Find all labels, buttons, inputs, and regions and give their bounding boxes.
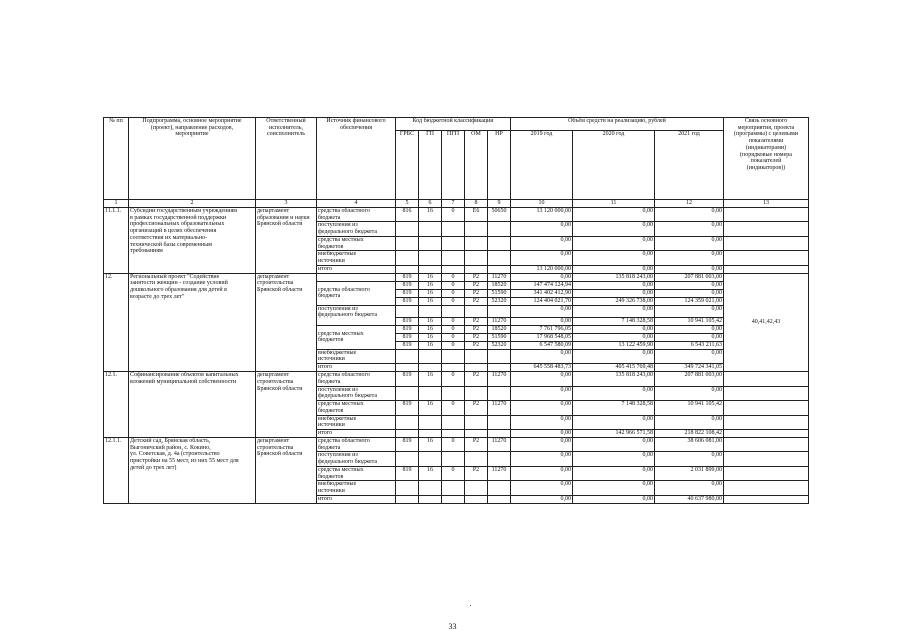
indicator-link-cell <box>724 236 809 250</box>
responsible-cell: департамент строительства Брянской области <box>256 437 317 503</box>
funding-source-cell: внебюджетные источники <box>317 251 396 265</box>
code-gp-cell: 16 <box>419 289 442 297</box>
amount-2021-cell: 10 941 105,42 <box>655 317 724 325</box>
amount-2019-cell: 0,00 <box>511 437 573 451</box>
code-om-cell <box>465 236 488 250</box>
code-grbs-cell: 819 <box>396 273 419 281</box>
amount-2021-cell: 349 724 341,05 <box>655 364 724 372</box>
amount-2021-cell: 10 941 105,42 <box>655 401 724 415</box>
code-nr-cell <box>488 349 511 363</box>
amount-2020-cell: 0,00 <box>573 349 655 363</box>
amount-2019-cell: 6 547 580,09 <box>511 341 573 349</box>
funding-source-cell: средства местных бюджетов <box>317 325 396 349</box>
amount-2019-cell: 0,00 <box>511 386 573 400</box>
code-om-cell: Р2 <box>465 297 488 305</box>
code-pgp-cell <box>442 251 465 265</box>
column-number: 5 <box>396 200 419 208</box>
funding-source-cell: итого <box>317 429 396 437</box>
code-gp-cell <box>419 415 442 429</box>
code-gp-cell <box>419 305 442 317</box>
code-pgp-cell: 0 <box>442 466 465 480</box>
code-om-cell: Р2 <box>465 466 488 480</box>
amount-2019-cell: 17 968 548,05 <box>511 333 573 341</box>
amount-2020-cell: 0,00 <box>573 265 655 273</box>
code-om-cell <box>465 265 488 273</box>
column-number: 1 <box>104 200 129 208</box>
amount-2021-cell: 0,00 <box>655 325 724 333</box>
indicator-link-cell <box>724 481 809 495</box>
amount-2021-cell: 0,00 <box>655 222 724 236</box>
code-grbs-cell: 819 <box>396 325 419 333</box>
column-number: 10 <box>511 200 573 208</box>
code-om-cell: Р2 <box>465 437 488 451</box>
funding-source-cell: поступления из федерального бюджета <box>317 305 396 325</box>
code-gp-cell <box>419 265 442 273</box>
funding-source-cell: средства областного бюджета <box>317 208 396 222</box>
code-nr-cell: 52320 <box>488 297 511 305</box>
code-grbs-cell: 819 <box>396 466 419 480</box>
amount-2021-cell: 0,00 <box>655 452 724 466</box>
amount-2019-cell: 341 402 412,90 <box>511 289 573 297</box>
header-link: Связь основного мероприятия, проекта (программы) с целевыми показателями (индикаторами) (порядковые номера показателей (индикаторов)) <box>724 118 809 200</box>
funding-source-cell: итого <box>317 364 396 372</box>
row-number-cell: 12.1. <box>104 372 129 438</box>
code-om-cell: Р2 <box>465 341 488 349</box>
code-pgp-cell <box>442 429 465 437</box>
code-grbs-cell <box>396 481 419 495</box>
code-grbs-cell <box>396 452 419 466</box>
amount-2019-cell: 0,00 <box>511 273 573 281</box>
amount-2019-cell: 124 404 021,70 <box>511 297 573 305</box>
code-om-cell <box>465 415 488 429</box>
funding-source-cell <box>317 273 396 281</box>
code-om-cell <box>465 222 488 236</box>
code-pgp-cell <box>442 495 465 503</box>
code-pgp-cell <box>442 452 465 466</box>
code-pgp-cell: 0 <box>442 289 465 297</box>
header-code-group: Код бюджетной классификации <box>396 118 511 131</box>
indicator-link-cell <box>724 208 809 222</box>
table-header <box>104 118 809 208</box>
code-om-cell <box>465 429 488 437</box>
code-pgp-cell: 0 <box>442 401 465 415</box>
indicator-link-cell <box>724 437 809 451</box>
funding-source-cell: итого <box>317 495 396 503</box>
amount-2021-cell: 38 606 081,00 <box>655 437 724 451</box>
code-pgp-cell <box>442 305 465 317</box>
indicator-link-cell <box>724 372 809 386</box>
code-nr-cell <box>488 386 511 400</box>
code-nr-cell: 11270 <box>488 317 511 325</box>
code-gp-cell: 16 <box>419 333 442 341</box>
amount-2021-cell: 0,00 <box>655 386 724 400</box>
indicator-link-cell: 40,41,42,43 <box>724 273 809 371</box>
code-grbs-cell <box>396 495 419 503</box>
code-gp-cell <box>419 251 442 265</box>
code-gp-cell <box>419 236 442 250</box>
program-name-cell: Софинансирование объектов капитальных вложений муниципальной собственности <box>129 372 256 438</box>
column-number: 4 <box>317 200 396 208</box>
indicator-link-cell <box>724 265 809 273</box>
funding-source-cell: средства областного бюджета <box>317 281 396 305</box>
code-nr-cell <box>488 222 511 236</box>
amount-2020-cell: 0,00 <box>573 251 655 265</box>
code-pgp-cell <box>442 415 465 429</box>
funding-source-cell: средства областного бюджета <box>317 437 396 451</box>
table-row <box>104 273 809 281</box>
code-nr-cell: 51590 <box>488 333 511 341</box>
amount-2020-cell: 0,00 <box>573 481 655 495</box>
amount-2020-cell: 0,00 <box>573 305 655 317</box>
amount-2020-cell: 135 818 243,00 <box>573 273 655 281</box>
amount-2020-cell: 7 148 328,58 <box>573 401 655 415</box>
amount-2020-cell: 405 415 769,48 <box>573 364 655 372</box>
code-nr-cell: 18520 <box>488 281 511 289</box>
code-gp-cell <box>419 481 442 495</box>
amount-2019-cell: 645 558 483,73 <box>511 364 573 372</box>
code-gp-cell <box>419 222 442 236</box>
code-nr-cell <box>488 452 511 466</box>
amount-2019-cell: 0,00 <box>511 481 573 495</box>
code-grbs-cell: 819 <box>396 437 419 451</box>
amount-2021-cell: 0,00 <box>655 208 724 222</box>
amount-2019-cell: 13 120 000,00 <box>511 208 573 222</box>
code-pgp-cell: 0 <box>442 333 465 341</box>
column-number: 8 <box>465 200 488 208</box>
amount-2019-cell: 0,00 <box>511 401 573 415</box>
code-gp-cell: 16 <box>419 317 442 325</box>
funding-source-cell: средства местных бюджетов <box>317 236 396 250</box>
code-grbs-cell <box>396 222 419 236</box>
amount-2019-cell: 0,00 <box>511 452 573 466</box>
code-om-cell <box>465 495 488 503</box>
amount-2021-cell: 40 637 980,00 <box>655 495 724 503</box>
amount-2019-cell: 0,00 <box>511 349 573 363</box>
amount-2019-cell: 0,00 <box>511 251 573 265</box>
code-gp-cell: 16 <box>419 401 442 415</box>
code-grbs-cell <box>396 415 419 429</box>
code-gp-cell <box>419 364 442 372</box>
amount-2019-cell: 0,00 <box>511 372 573 386</box>
code-grbs-cell: 819 <box>396 297 419 305</box>
amount-2021-cell: 0,00 <box>655 236 724 250</box>
code-om-cell: Р2 <box>465 372 488 386</box>
code-om-cell <box>465 364 488 372</box>
code-pgp-cell <box>442 481 465 495</box>
header-code: НР <box>488 131 511 200</box>
code-nr-cell <box>488 495 511 503</box>
amount-2019-cell: 0,00 <box>511 466 573 480</box>
code-om-cell: Р2 <box>465 333 488 341</box>
amount-2021-cell: 0,00 <box>655 481 724 495</box>
code-om-cell: Р2 <box>465 289 488 297</box>
code-pgp-cell: 0 <box>442 372 465 386</box>
table-row <box>104 437 809 451</box>
code-grbs-cell <box>396 236 419 250</box>
indicator-link-cell <box>724 429 809 437</box>
amount-2020-cell: 0,00 <box>573 325 655 333</box>
column-number: 6 <box>419 200 442 208</box>
code-nr-cell <box>488 305 511 317</box>
header-program: Подпрограмма, основное мероприятие (проект), направление расходов, мероприятие <box>129 118 256 200</box>
code-gp-cell: 16 <box>419 208 442 222</box>
code-gp-cell <box>419 349 442 363</box>
responsible-cell: департамент образования и науки Брянской области <box>256 208 317 274</box>
amount-2019-cell: 0,00 <box>511 236 573 250</box>
funding-source-cell: поступления из федерального бюджета <box>317 222 396 236</box>
amount-2019-cell: 0,00 <box>511 415 573 429</box>
code-nr-cell: 52320 <box>488 341 511 349</box>
code-nr-cell <box>488 265 511 273</box>
code-grbs-cell <box>396 305 419 317</box>
header-volume-group: Объём средств на реализацию, рублей <box>511 118 724 131</box>
code-grbs-cell: 816 <box>396 208 419 222</box>
amount-2019-cell: 0,00 <box>511 429 573 437</box>
code-om-cell: Р2 <box>465 281 488 289</box>
amount-2020-cell: 135 818 243,00 <box>573 372 655 386</box>
code-pgp-cell: 0 <box>442 297 465 305</box>
code-nr-cell <box>488 236 511 250</box>
code-gp-cell <box>419 429 442 437</box>
code-nr-cell: 11270 <box>488 466 511 480</box>
header-year: 2019 год <box>511 131 573 200</box>
code-nr-cell: 51590 <box>488 289 511 297</box>
code-pgp-cell <box>442 386 465 400</box>
code-pgp-cell <box>442 364 465 372</box>
amount-2020-cell: 0,00 <box>573 208 655 222</box>
code-grbs-cell <box>396 386 419 400</box>
row-number-cell: 12. <box>104 273 129 371</box>
funding-source-cell: внебюджетные источники <box>317 349 396 363</box>
code-gp-cell: 16 <box>419 372 442 386</box>
amount-2020-cell: 0,00 <box>573 466 655 480</box>
code-nr-cell: 18520 <box>488 325 511 333</box>
amount-2019-cell: 0,00 <box>511 317 573 325</box>
header-code: ПГП <box>442 131 465 200</box>
column-number: 2 <box>129 200 256 208</box>
code-gp-cell <box>419 495 442 503</box>
code-nr-cell: 11270 <box>488 437 511 451</box>
amount-2020-cell: 249 326 738,00 <box>573 297 655 305</box>
column-number: 13 <box>724 200 809 208</box>
amount-2019-cell: 0,00 <box>511 495 573 503</box>
amount-2020-cell: 0,00 <box>573 281 655 289</box>
amount-2020-cell: 0,00 <box>573 333 655 341</box>
code-pgp-cell <box>442 222 465 236</box>
code-om-cell: Р2 <box>465 401 488 415</box>
code-gp-cell: 16 <box>419 325 442 333</box>
column-number: 9 <box>488 200 511 208</box>
code-grbs-cell <box>396 364 419 372</box>
funding-source-cell: поступления из федерального бюджета <box>317 452 396 466</box>
table-body <box>104 208 809 504</box>
table-row <box>104 208 809 222</box>
responsible-cell: департамент строительства Брянской области <box>256 372 317 438</box>
code-nr-cell <box>488 364 511 372</box>
code-pgp-cell: 0 <box>442 273 465 281</box>
header-code: ГРБС <box>396 131 419 200</box>
amount-2019-cell: 0,00 <box>511 305 573 317</box>
amount-2020-cell: 0,00 <box>573 437 655 451</box>
amount-2021-cell: 0,00 <box>655 415 724 429</box>
code-pgp-cell: 0 <box>442 281 465 289</box>
header-code: ГП <box>419 131 442 200</box>
code-pgp-cell: 0 <box>442 208 465 222</box>
indicator-link-cell <box>724 415 809 429</box>
code-nr-cell <box>488 481 511 495</box>
indicator-link-cell <box>724 495 809 503</box>
amount-2019-cell: 13 120 000,00 <box>511 265 573 273</box>
row-number-cell: 11.1.1. <box>104 208 129 274</box>
amount-2020-cell: 0,00 <box>573 386 655 400</box>
amount-2020-cell: 142 966 571,58 <box>573 429 655 437</box>
code-om-cell: Р2 <box>465 325 488 333</box>
code-nr-cell: 11270 <box>488 273 511 281</box>
amount-2020-cell: 0,00 <box>573 452 655 466</box>
program-name-cell: Детский сад, Брянская область, Выгоничский район, с. Кокино, ул. Советская, д. 4а (строительство пристройки на 55 мест, из них 55 мест для детей до трех лет) <box>129 437 256 503</box>
code-gp-cell <box>419 386 442 400</box>
amount-2020-cell: 0,00 <box>573 495 655 503</box>
code-grbs-cell: 819 <box>396 281 419 289</box>
code-grbs-cell: 819 <box>396 333 419 341</box>
column-number: 12 <box>655 200 724 208</box>
code-om-cell <box>465 349 488 363</box>
indicator-link-cell <box>724 386 809 400</box>
code-nr-cell <box>488 429 511 437</box>
amount-2021-cell: 218 822 108,42 <box>655 429 724 437</box>
code-nr-cell: 50650 <box>488 208 511 222</box>
code-gp-cell: 16 <box>419 437 442 451</box>
code-pgp-cell <box>442 236 465 250</box>
header-year: 2020 год <box>573 131 655 200</box>
code-pgp-cell <box>442 349 465 363</box>
code-om-cell: Е6 <box>465 208 488 222</box>
code-om-cell <box>465 251 488 265</box>
program-name-cell: Субсидии государственным учреждениям в рамках государственной поддержки профессиональных образовательных организаций в целях обеспечения соответствия их материально- технической базы современным требованиям <box>129 208 256 274</box>
code-grbs-cell <box>396 251 419 265</box>
funding-source-cell: поступления из федерального бюджета <box>317 386 396 400</box>
scan-speck <box>470 605 471 606</box>
amount-2020-cell: 0,00 <box>573 236 655 250</box>
column-number: 7 <box>442 200 465 208</box>
page-number: 33 <box>448 622 457 631</box>
amount-2020-cell: 13 122 459,90 <box>573 341 655 349</box>
code-pgp-cell: 0 <box>442 437 465 451</box>
program-name-cell: Региональный проект "Содействие занятости женщин - создание условий дошкольного образования для детей в возрасте до трех лет" <box>129 273 256 371</box>
indicator-link-cell <box>724 251 809 265</box>
funding-source-cell: средства областного бюджета <box>317 372 396 386</box>
code-om-cell <box>465 481 488 495</box>
code-pgp-cell: 0 <box>442 341 465 349</box>
code-om-cell <box>465 305 488 317</box>
indicator-link-cell <box>724 452 809 466</box>
amount-2021-cell: 207 881 003,00 <box>655 273 724 281</box>
row-number-cell: 12.1.1. <box>104 437 129 503</box>
amount-2020-cell: 0,00 <box>573 222 655 236</box>
code-pgp-cell <box>442 265 465 273</box>
funding-source-cell: средства местных бюджетов <box>317 466 396 480</box>
header-num: № пп <box>104 118 129 200</box>
code-gp-cell <box>419 452 442 466</box>
amount-2021-cell: 6 543 211,63 <box>655 341 724 349</box>
code-grbs-cell: 819 <box>396 401 419 415</box>
amount-2021-cell: 0,00 <box>655 349 724 363</box>
code-om-cell: Р2 <box>465 273 488 281</box>
indicator-link-cell <box>724 401 809 415</box>
code-pgp-cell: 0 <box>442 317 465 325</box>
funding-source-cell: внебюджетные источники <box>317 481 396 495</box>
indicator-link-cell <box>724 466 809 480</box>
amount-2021-cell: 0,00 <box>655 289 724 297</box>
amount-2021-cell: 124 359 021,00 <box>655 297 724 305</box>
amount-2020-cell: 7 148 328,58 <box>573 317 655 325</box>
table-row <box>104 372 809 386</box>
code-grbs-cell: 819 <box>396 372 419 386</box>
code-grbs-cell <box>396 265 419 273</box>
funding-source-cell: внебюджетные источники <box>317 415 396 429</box>
code-grbs-cell: 819 <box>396 317 419 325</box>
code-pgp-cell: 0 <box>442 325 465 333</box>
amount-2021-cell: 0,00 <box>655 305 724 317</box>
code-grbs-cell <box>396 349 419 363</box>
amount-2020-cell: 0,00 <box>573 415 655 429</box>
code-om-cell: Р2 <box>465 317 488 325</box>
code-gp-cell: 16 <box>419 273 442 281</box>
budget-table <box>103 117 809 504</box>
code-grbs-cell <box>396 429 419 437</box>
code-nr-cell: 11270 <box>488 401 511 415</box>
code-grbs-cell: 819 <box>396 341 419 349</box>
amount-2021-cell: 0,00 <box>655 265 724 273</box>
code-gp-cell: 16 <box>419 297 442 305</box>
code-om-cell <box>465 386 488 400</box>
column-number: 11 <box>573 200 655 208</box>
amount-2021-cell: 2 031 899,00 <box>655 466 724 480</box>
amount-2020-cell: 0,00 <box>573 289 655 297</box>
code-nr-cell <box>488 415 511 429</box>
indicator-link-cell <box>724 222 809 236</box>
header-code: ОМ <box>465 131 488 200</box>
amount-2021-cell: 207 881 003,00 <box>655 372 724 386</box>
funding-source-cell: средства местных бюджетов <box>317 401 396 415</box>
funding-source-cell: итого <box>317 265 396 273</box>
amount-2021-cell: 0,00 <box>655 281 724 289</box>
column-number: 3 <box>256 200 317 208</box>
amount-2021-cell: 0,00 <box>655 251 724 265</box>
code-grbs-cell: 819 <box>396 289 419 297</box>
header-year: 2021 год <box>655 131 724 200</box>
header-responsible: Ответственный исполнитель, соисполнитель <box>256 118 317 200</box>
code-nr-cell <box>488 251 511 265</box>
code-gp-cell: 16 <box>419 281 442 289</box>
code-om-cell <box>465 452 488 466</box>
header-source: Источник финансового обеспечения <box>317 118 396 200</box>
code-nr-cell: 11270 <box>488 372 511 386</box>
code-gp-cell: 16 <box>419 341 442 349</box>
amount-2019-cell: 147 474 124,94 <box>511 281 573 289</box>
code-gp-cell: 16 <box>419 466 442 480</box>
responsible-cell: департамент строительства Брянской области <box>256 273 317 371</box>
amount-2019-cell: 7 761 796,05 <box>511 325 573 333</box>
amount-2019-cell: 0,00 <box>511 222 573 236</box>
amount-2021-cell: 0,00 <box>655 333 724 341</box>
